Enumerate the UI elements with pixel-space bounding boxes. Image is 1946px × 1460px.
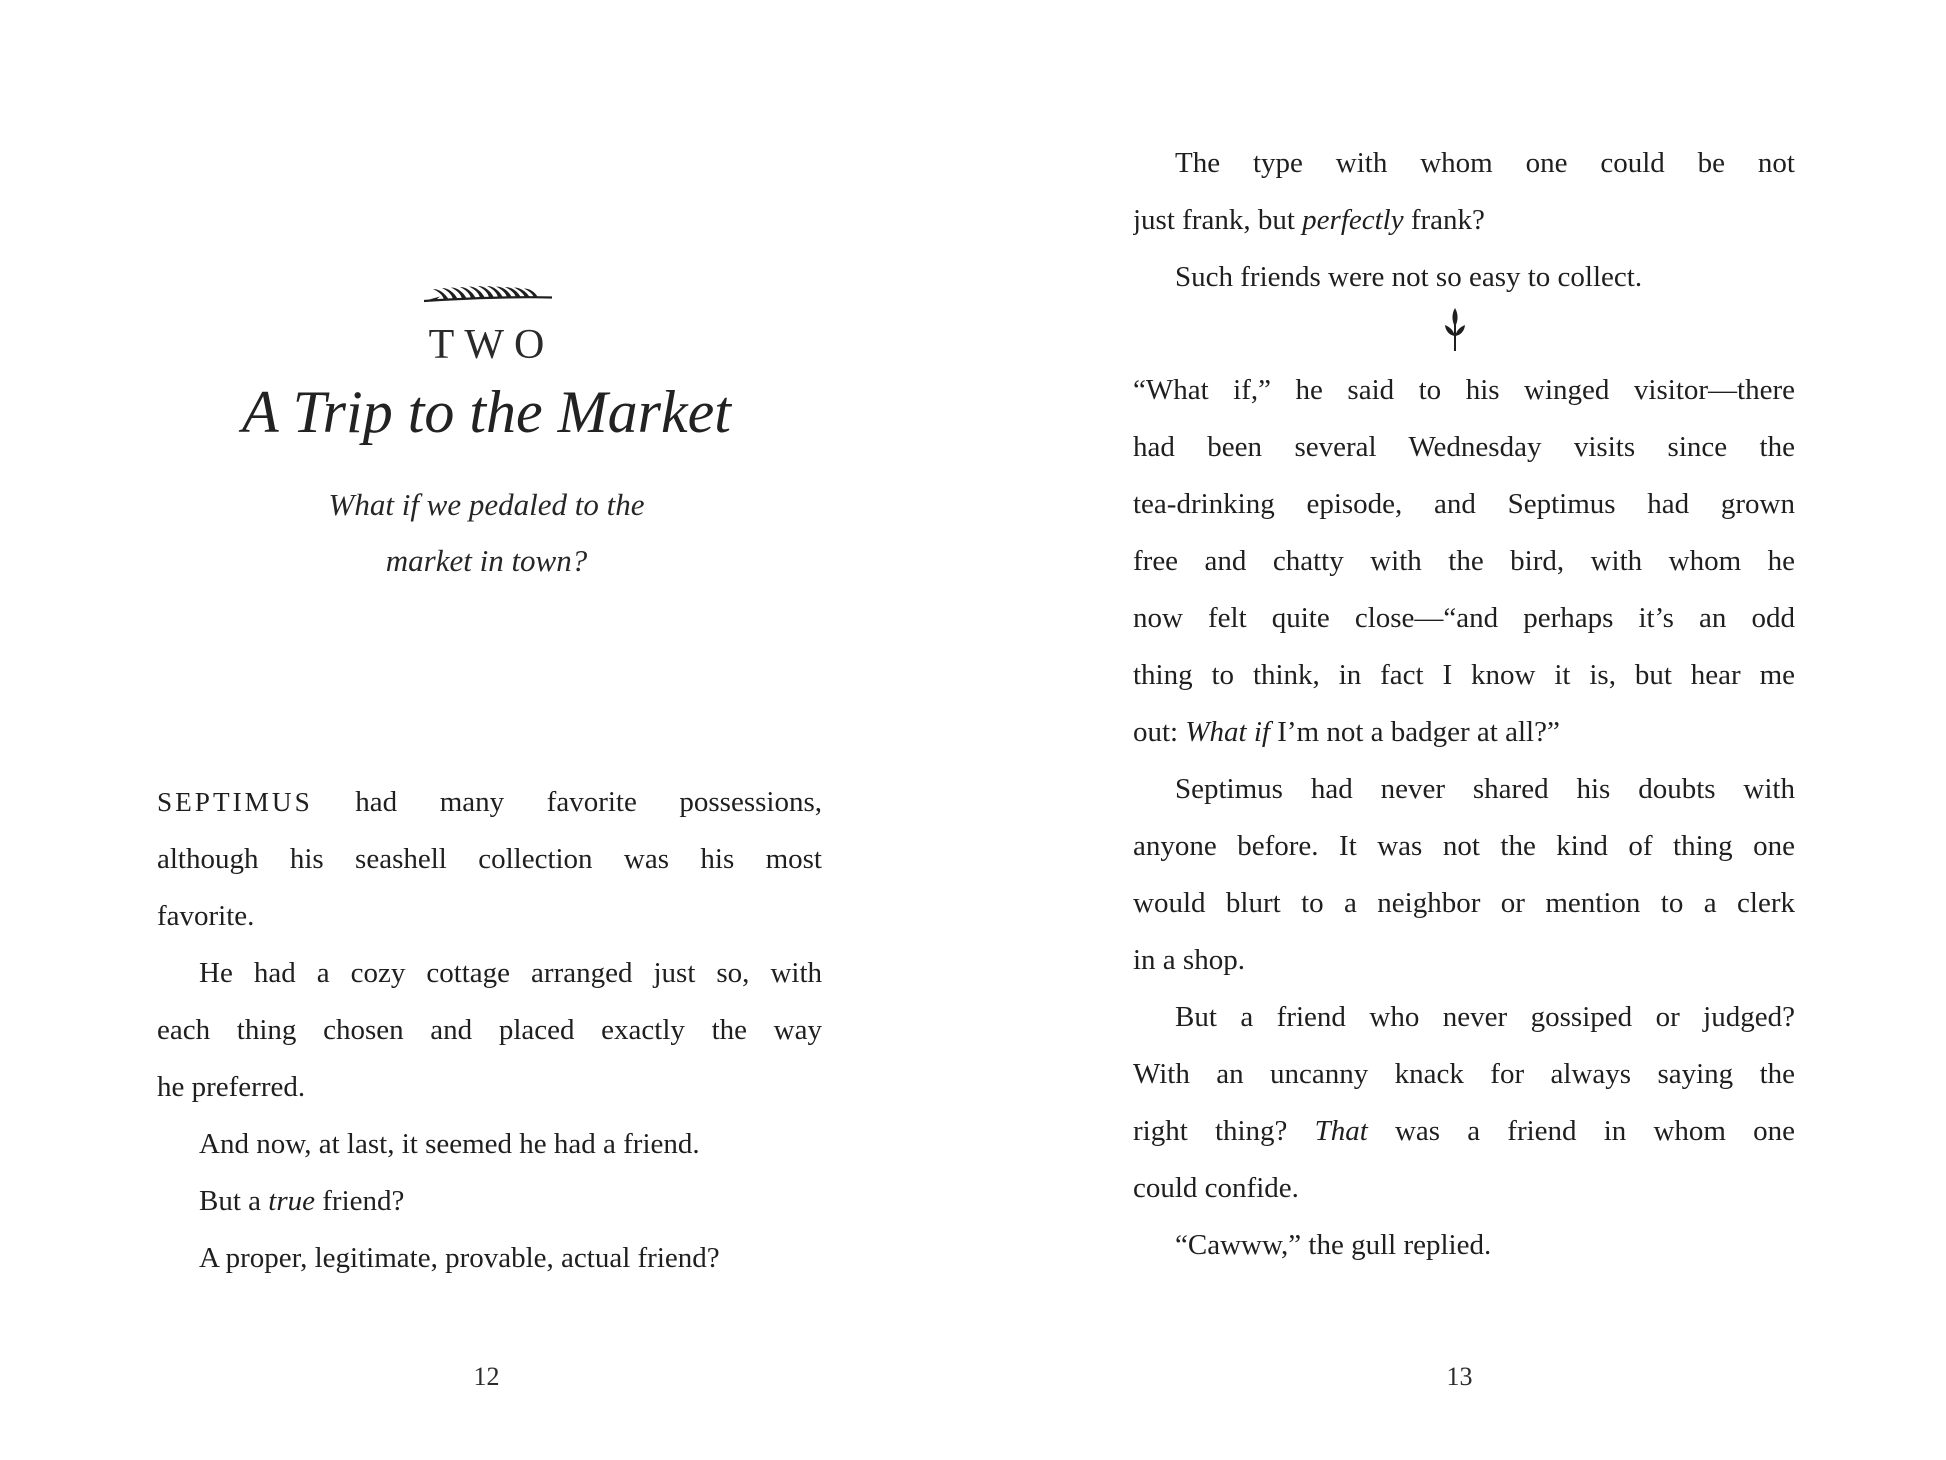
text-segment: And now, at last, it seemed he had a friend. bbox=[199, 1128, 700, 1160]
text-line bbox=[1133, 989, 1795, 1046]
feather-branch-icon bbox=[423, 280, 553, 308]
right-page bbox=[973, 0, 1946, 1460]
text-segment: he preferred. bbox=[157, 1071, 306, 1103]
right-body-text-bottom bbox=[1133, 362, 1795, 1274]
text-line bbox=[1133, 192, 1795, 249]
text-segment: frank? bbox=[1403, 204, 1485, 236]
text-line bbox=[1133, 818, 1795, 875]
text-line bbox=[157, 945, 822, 1002]
text-line bbox=[1133, 362, 1795, 419]
text-line bbox=[157, 1116, 822, 1173]
chapter-title: A Trip to the Market bbox=[242, 379, 731, 445]
text-segment: What if bbox=[1185, 716, 1270, 748]
text-segment: out: bbox=[1133, 716, 1186, 748]
text-line bbox=[1133, 932, 1795, 989]
text-line bbox=[157, 774, 822, 831]
text-line bbox=[1133, 135, 1795, 192]
text-line bbox=[157, 1002, 822, 1059]
text-segment: SEPTIMUS bbox=[157, 787, 313, 817]
text-segment: each thing chosen and placed exactly the way bbox=[157, 1014, 822, 1046]
right-body-text-top bbox=[1133, 135, 1795, 306]
text-line bbox=[1133, 590, 1795, 647]
text-segment: “Cawww,” the gull replied. bbox=[1175, 1229, 1492, 1261]
text-segment: thing to think, in fact I know it is, but hear me bbox=[1133, 659, 1795, 691]
text-line bbox=[1133, 419, 1795, 476]
text-segment: was a friend in whom one bbox=[1367, 1115, 1795, 1147]
epigraph-line: market in town? bbox=[385, 543, 588, 578]
text-segment: perfectly bbox=[1302, 204, 1404, 236]
text-segment: right thing? bbox=[1133, 1115, 1315, 1147]
text-line bbox=[157, 831, 822, 888]
text-segment: just frank, but bbox=[1133, 204, 1303, 236]
text-segment: The type with whom one could be not bbox=[1175, 147, 1795, 179]
text-segment: although his seashell collection was his most bbox=[157, 843, 822, 875]
text-segment: true bbox=[268, 1185, 315, 1217]
text-line bbox=[157, 888, 822, 945]
text-segment: Septimus had never shared his doubts with bbox=[1175, 773, 1795, 805]
text-line bbox=[1133, 1160, 1795, 1217]
text-segment: free and chatty with the bird, with whom he bbox=[1133, 545, 1795, 577]
chapter-number: TWO bbox=[428, 322, 555, 368]
text-line bbox=[1133, 1217, 1795, 1274]
text-segment: But a friend who never gossiped or judged? bbox=[1175, 1001, 1795, 1033]
text-segment: would blurt to a neighbor or mention to a clerk bbox=[1133, 887, 1795, 919]
text-segment: With an uncanny knack for always saying the bbox=[1133, 1058, 1795, 1090]
text-line bbox=[1133, 249, 1795, 306]
text-line bbox=[1133, 1103, 1795, 1160]
text-line bbox=[1133, 761, 1795, 818]
text-segment: tea-drinking episode, and Septimus had grown bbox=[1133, 488, 1795, 520]
text-segment: But a bbox=[199, 1185, 269, 1217]
text-line bbox=[157, 1230, 822, 1287]
text-line bbox=[1133, 704, 1795, 761]
text-segment: friend? bbox=[315, 1185, 405, 1217]
left-body-text bbox=[157, 774, 822, 1287]
text-line bbox=[1133, 533, 1795, 590]
text-segment: now felt quite close—“and perhaps it’s an odd bbox=[1133, 602, 1795, 634]
page-number-right: 13 bbox=[1446, 1362, 1473, 1391]
sprig-icon bbox=[1442, 308, 1468, 352]
text-segment: That bbox=[1314, 1115, 1368, 1147]
text-segment: had many favorite possessions, bbox=[312, 786, 822, 818]
text-segment: Such friends were not so easy to collect. bbox=[1175, 261, 1643, 293]
text-segment: could confide. bbox=[1133, 1172, 1299, 1204]
chapter-epigraph bbox=[0, 477, 973, 589]
text-line bbox=[1133, 476, 1795, 533]
epigraph-line: What if we pedaled to the bbox=[328, 487, 645, 522]
text-line bbox=[1133, 647, 1795, 704]
text-line bbox=[157, 1059, 822, 1116]
text-line bbox=[1133, 875, 1795, 932]
text-line bbox=[1133, 1046, 1795, 1103]
text-segment: “What if,” he said to his winged visitor—there bbox=[1133, 374, 1795, 406]
text-segment: He had a cozy cottage arranged just so, with bbox=[199, 957, 822, 989]
text-segment: had been several Wednesday visits since the bbox=[1133, 431, 1795, 463]
page-number-left: 12 bbox=[473, 1362, 500, 1391]
text-segment: I’m not a badger at all?” bbox=[1269, 716, 1560, 748]
text-segment: A proper, legitimate, provable, actual friend? bbox=[199, 1242, 720, 1274]
text-segment: favorite. bbox=[157, 900, 255, 932]
text-segment: anyone before. It was not the kind of thing one bbox=[1133, 830, 1795, 862]
text-segment: in a shop. bbox=[1133, 944, 1245, 976]
text-line bbox=[157, 1173, 822, 1230]
